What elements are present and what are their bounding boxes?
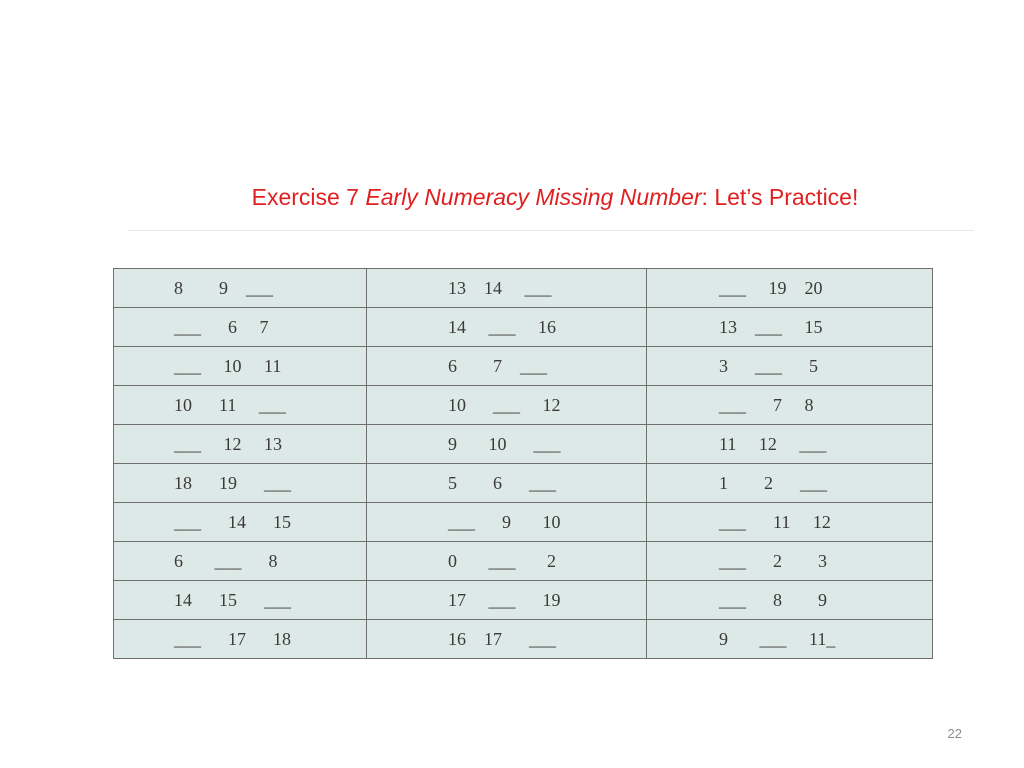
table-row (114, 308, 933, 347)
table-cell: 9 ___ 11_ (647, 620, 933, 659)
table-cell: ___ 6 7 (114, 308, 367, 347)
table-cell: ___ 9 10 (367, 503, 647, 542)
table-row (114, 464, 933, 503)
table-cell: 8 9 ___ (114, 269, 367, 308)
table-row (114, 425, 933, 464)
table-row (114, 581, 933, 620)
table-cell: 9 10 ___ (367, 425, 647, 464)
table-cell: ___ 10 11 (114, 347, 367, 386)
table-cell: ___ 8 9 (647, 581, 933, 620)
table-row (114, 269, 933, 308)
table-row (114, 542, 933, 581)
table-cell: ___ 2 3 (647, 542, 933, 581)
table-cell: 6 ___ 8 (114, 542, 367, 581)
table-cell: 10 ___ 12 (367, 386, 647, 425)
table-cell: 11 12 ___ (647, 425, 933, 464)
table-row (114, 386, 933, 425)
table-cell: 17 ___ 19 (367, 581, 647, 620)
slide-title (0, 184, 1024, 211)
table-cell: 16 17 ___ (367, 620, 647, 659)
table-cell: 10 11 ___ (114, 386, 367, 425)
table-cell: 14 15 ___ (114, 581, 367, 620)
title-suffix: : Let’s Practice! (701, 184, 859, 210)
table-cell: 6 7 ___ (367, 347, 647, 386)
table-cell: 14 ___ 16 (367, 308, 647, 347)
missing-number-table (113, 268, 933, 659)
title-divider (128, 230, 974, 231)
table-cell: 5 6 ___ (367, 464, 647, 503)
table-cell: ___ 14 15 (114, 503, 367, 542)
table-row (114, 347, 933, 386)
table-cell: 13 ___ 15 (647, 308, 933, 347)
table-row (114, 503, 933, 542)
table-cell: ___ 7 8 (647, 386, 933, 425)
title-prefix: Exercise 7 (251, 184, 366, 210)
table-cell: ___ 17 18 (114, 620, 367, 659)
table-row (114, 620, 933, 659)
table-cell: ___ 12 13 (114, 425, 367, 464)
table-cell: ___ 11 12 (647, 503, 933, 542)
page-number: 22 (947, 726, 962, 741)
table-cell: 0 ___ 2 (367, 542, 647, 581)
table-cell: 13 14 ___ (367, 269, 647, 308)
table-cell: ___ 19 20 (647, 269, 933, 308)
table-cell: 3 ___ 5 (647, 347, 933, 386)
table-cell: 18 19 ___ (114, 464, 367, 503)
title-emphasis: Early Numeracy Missing Number (365, 184, 702, 210)
table-cell: 1 2 ___ (647, 464, 933, 503)
